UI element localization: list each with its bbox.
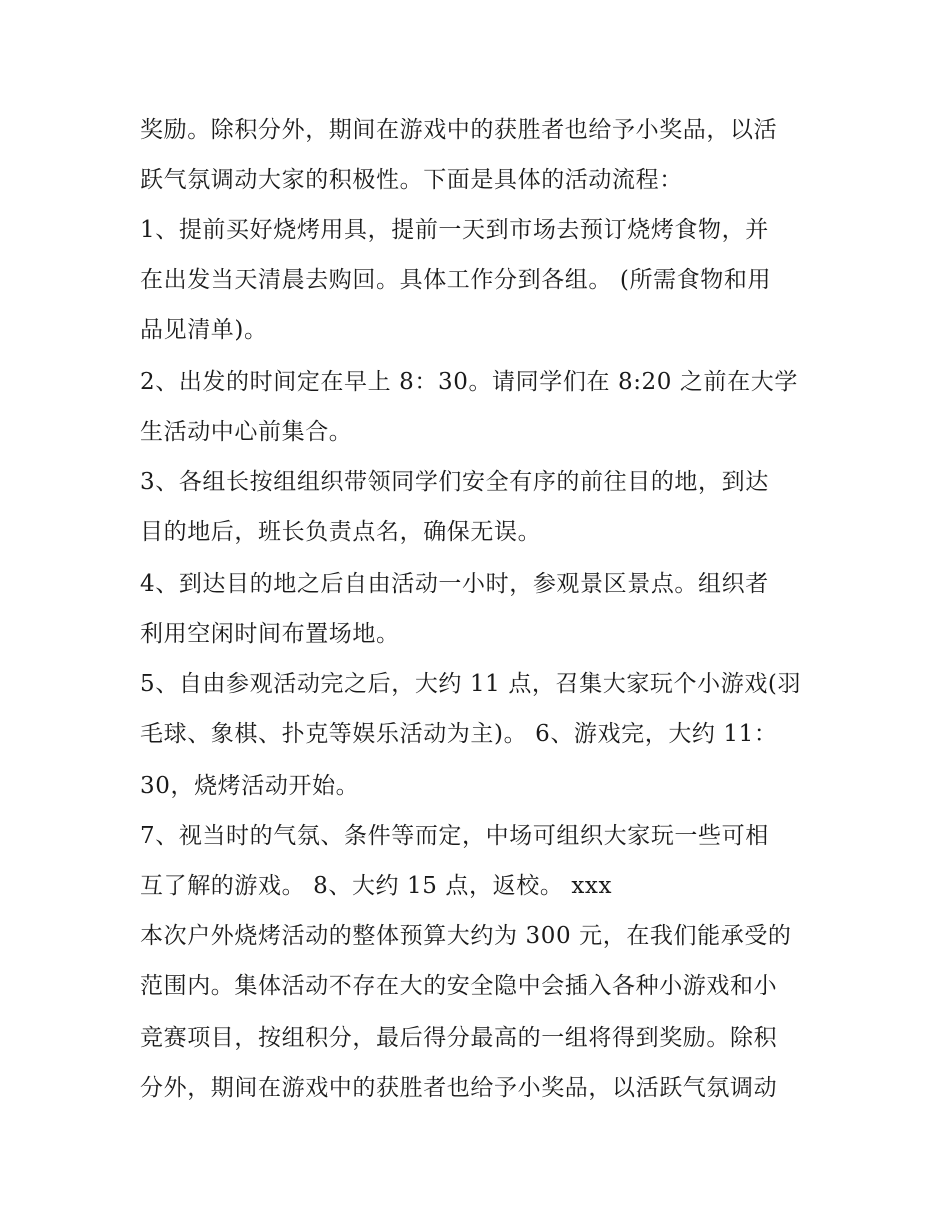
text-line: 利用空闲时间布置场地。 [140,621,400,647]
text-line: 跃气氛调动大家的积极性。下面是具体的活动流程： [140,167,683,193]
text-line: 范围内。集体活动不存在大的安全隐中会插入各种小游戏和小 [140,973,778,999]
text-line: 奖励。除积分外，期间在游戏中的获胜者也给予小奖品，以活 [140,117,778,143]
text-line: 互了解的游戏。 8、大约 15 点，返校。 xxx [140,873,613,899]
text-line: 7、视当时的气氛、条件等而定，中场可组织大家玩一些可相 [140,823,769,849]
text-line: 竞赛项目，按组积分，最后得分最高的一组将得到奖励。除积 [140,1025,778,1051]
text-line: 分外，期间在游戏中的获胜者也给予小奖品，以活跃气氛调动 [140,1075,778,1101]
text-line: 本次户外烧烤活动的整体预算大约为 300 元，在我们能承受的 [140,923,792,949]
text-line: 30，烧烤活动开始。 [140,773,360,799]
text-line: 4、到达目的地之后自由活动一小时，参观景区景点。组织者 [140,571,769,597]
text-line: 5、自由参观活动完之后，大约 11 点，召集大家玩个小游戏(羽 [140,671,802,697]
text-line: 品见清单)。 [140,317,268,343]
text-line: 在出发当天清晨去购回。具体工作分到各组。 (所需食物和用 [140,267,772,293]
text-line: 1、提前买好烧烤用具，提前一天到市场去预订烧烤食物，并 [140,217,769,243]
text-line: 毛球、象棋、扑克等娱乐活动为主)。 6、游戏完，大约 11： [140,721,778,747]
text-line: 生活动中心前集合。 [140,419,353,445]
text-line: 2、出发的时间定在早上 8：30。请同学们在 8:20 之前在大学 [140,369,798,395]
text-line: 目的地后，班长负责点名，确保无误。 [140,519,542,545]
text-line: 3、各组长按组组织带领同学们安全有序的前往目的地，到达 [140,469,769,495]
